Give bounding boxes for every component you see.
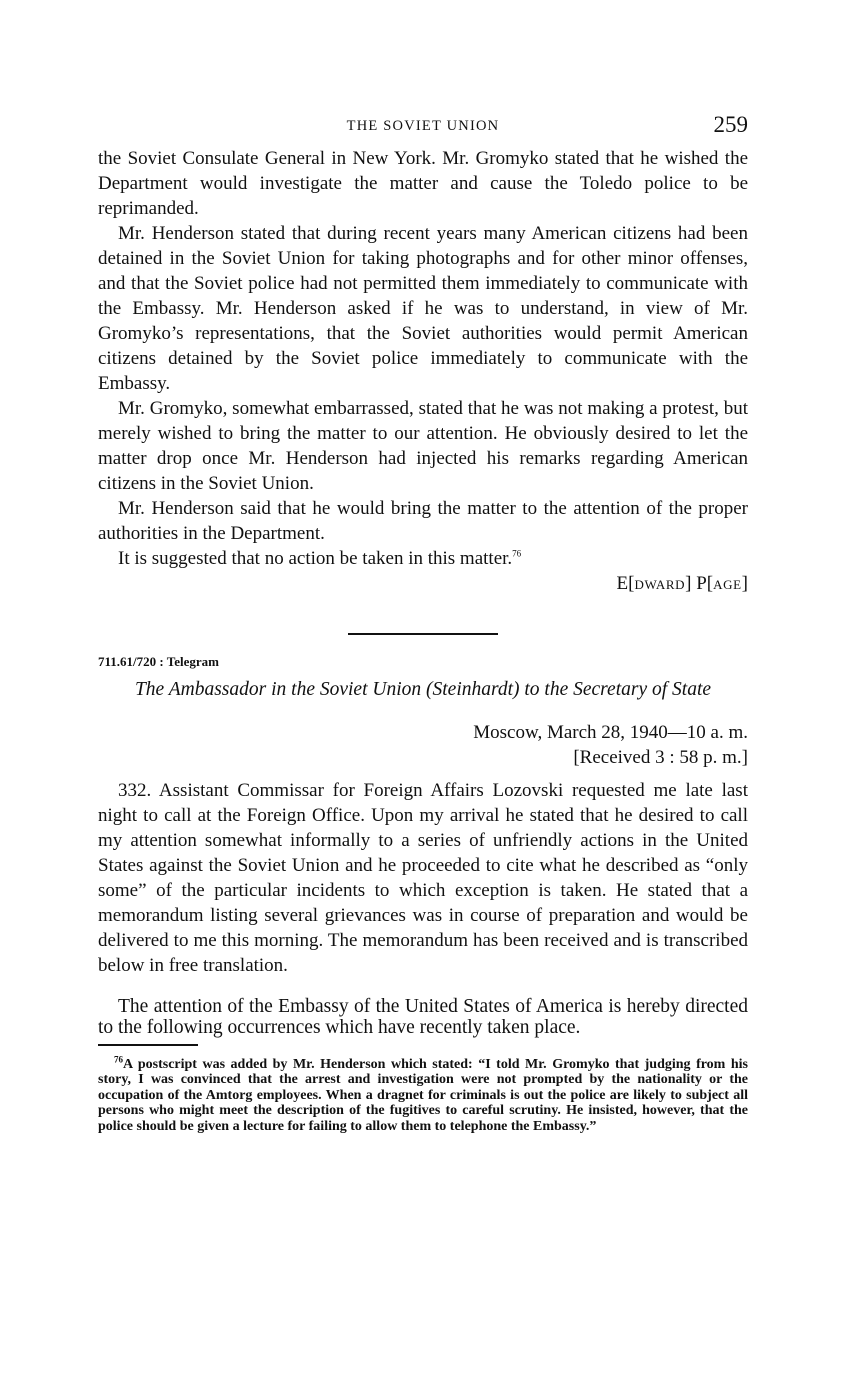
dateline — [98, 720, 748, 770]
signature-end: ] — [741, 573, 748, 594]
footnote-reference: 76 — [512, 548, 522, 559]
document-page — [98, 112, 748, 1134]
file-reference: 711.61/720 : Telegram — [98, 654, 219, 669]
memorandum-paragraph: The attention of the Embassy of the United States of America is hereby directed to the following occurrences which have recently taken place. — [98, 996, 748, 1038]
running-head — [98, 112, 748, 146]
memorandum-body — [98, 996, 748, 1038]
footnote — [98, 1053, 748, 1135]
footnote-text: A postscript was added by Mr. Henderson which stated: “I told Mr. Gromyko that judging from his story, I was convinced that the arrest and investigation were not prompted by the nationality or the occupation of the Amtorg employees. When a dragnet for criminals is out the police are likely to subject all persons who might meet the description of the fugitives to careful scrutiny. He insisted, however, that the police should be given a lecture for failing to allow them to telephone the Embassy.” — [98, 1056, 748, 1134]
document-heading: The Ambassador in the Soviet Union (Steinhardt) to the Secretary of State — [134, 679, 712, 700]
telegram-paragraph: 332. Assistant Commissar for Foreign Affairs Lozovski requested me late last night to call at the Foreign Office. Upon my arrival he stated that he desired to call my attention somewhat informally to a series of unfriendly actions in the United States against the Soviet Union and he proceeded to cite what he described as “only some” of the particular incidents to which exception is taken. He stated that a memorandum listing several grievances was in course of preparation and would be delivered to me this morning. The memorandum has been received and is transcribed below in free translation. — [98, 780, 748, 976]
signature-p-rest: AGE — [713, 577, 742, 592]
footnote-rule — [98, 1044, 198, 1046]
paragraph-2: Mr. Henderson stated that during recent years many American citizens had been detained in the Soviet Union for taking photographs and for other minor offenses, and that the Soviet police had not permitted them immediately to communicate with the Embassy. Mr. Henderson asked if he was to understand, in view of Mr. Gromyko’s representations, that the Soviet authorities would permit American citizens detained by the Soviet police immediately to communicate with the Embassy. — [98, 223, 748, 394]
paragraph-3: Mr. Gromyko, somewhat embarrassed, stated that he was not making a protest, but merely wished to bring the matter to our attention. He obviously desired to let the matter drop once Mr. Henderson had injected his remarks regarding American citizens in the Soviet Union. — [98, 398, 748, 494]
footnote-mark: 76 — [114, 1053, 123, 1064]
paragraph-4: Mr. Henderson said that he would bring the matter to the attention of the proper authorities in the Department. — [98, 498, 748, 544]
paragraph-1: the Soviet Consulate General in New York. Mr. Gromyko stated that he wished the Department would investigate the matter and cause the Toledo police to be reprimanded. — [98, 148, 748, 219]
running-title: THE SOVIET UNION — [346, 118, 500, 134]
signature — [98, 571, 748, 597]
signature-e-rest: DWARD — [634, 577, 686, 592]
section-divider — [348, 633, 498, 635]
page-number: 259 — [713, 112, 748, 137]
memo-continuation — [98, 146, 748, 571]
paragraph-5-text: It is suggested that no action be taken in this matter. — [118, 548, 513, 569]
dateline-sent: Moscow, March 28, 1940—10 a. m. — [473, 722, 748, 743]
signature-e: E[ — [616, 573, 635, 594]
telegram-body — [98, 778, 748, 978]
signature-mid: ] P[ — [685, 573, 714, 594]
dateline-received: [Received 3 : 58 p. m.] — [573, 747, 748, 768]
paragraph-5 — [98, 546, 748, 571]
